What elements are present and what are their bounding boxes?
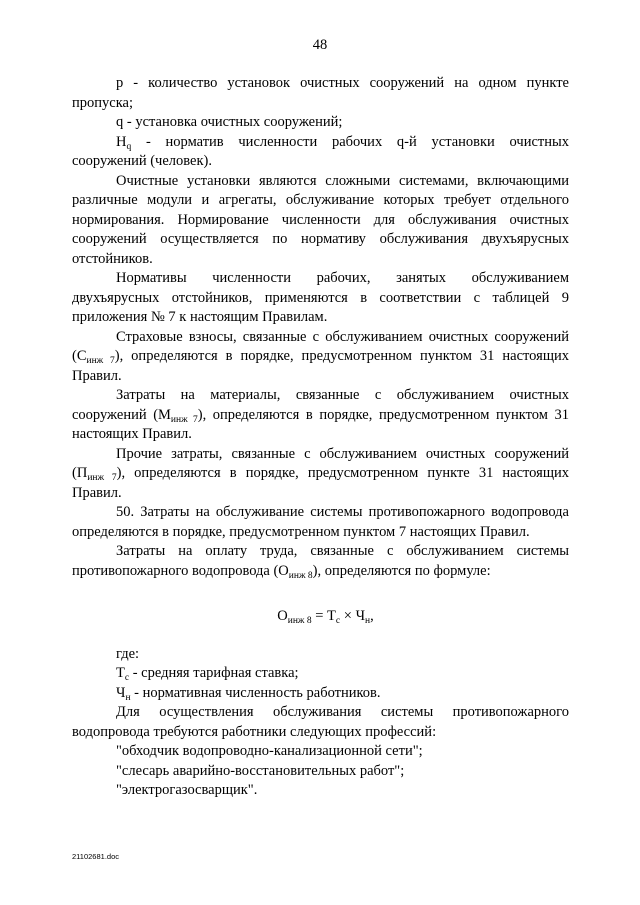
profession-item: "слесарь аварийно-восстановительных работ"; xyxy=(116,762,405,779)
paragraph-other-costs: Прочие затраты, связанные с обслуживанием очистных сооружений $(П_{инж 7})$, определяются в порядке, предусмотренном пункте 31 настоящих Правил. xyxy=(72,445,570,501)
page-number: 48 xyxy=(312,37,328,53)
where-tc: $Т_с$ - средняя тарифная ставка; xyxy=(116,665,299,683)
paragraph-professions-intro: Для осуществления обслуживания системы противопожарного водопровода требуются работники следующих профессий: xyxy=(72,704,569,740)
formula: $О_{инж 8} = Т_с \times Ч_н$, xyxy=(277,608,374,626)
profession-item: "обходчик водопроводно-канализационной сети"; xyxy=(116,743,423,759)
paragraph-staff-norms: Нормативы численности рабочих, занятых обслуживанием двухъярусных отстойников, применяются в соответствии с таблицей 9 приложения № 7 к настоящим Правилам. xyxy=(72,270,569,325)
paragraph-insurance: Страховые взносы, связанные с обслуживанием очистных сооружений $(С_{инж 7})$, определяются в порядке, предусмотренном пунктом 31 настоящих Правил. xyxy=(72,328,569,384)
paragraph-item-50: 50. Затраты на обслуживание системы противопожарного водопровода определяются в порядке, предусмотренном пунктом 7 настоящих Правил. xyxy=(72,504,569,540)
profession-item: "электрогазосварщик". xyxy=(116,782,258,798)
where-label: где: xyxy=(116,645,140,662)
paragraph-treatment-systems: Очистные установки являются сложными системами, включающими различные модули и агрегаты, обслуживание которых требует отдельного нормирования. Нормирование численности для обслуживания очистных сооружений осуществляется по нормативу обслуживания двухъярусных отстойников. xyxy=(72,172,569,267)
paragraph-p-definition: p - количество установок очистных сооружений на одном пункте пропуска; xyxy=(72,75,569,111)
paragraph-materials: Затраты на материалы, связанные с обслуживанием очистных сооружений $(М_{инж 7})$, определяются в порядке, предусмотренном пунктом 31 настоящих Правил. xyxy=(72,387,569,442)
paragraph-labor-costs: Затраты на оплату труда, связанные с обслуживанием системы противопожарного водопровода $(О_{инж 8})$, определяются по формуле: xyxy=(72,543,569,581)
paragraph-hq-definition: $Н_q$ - норматив численности рабочих q-й установки очистных сооружений (человек). xyxy=(72,133,569,169)
document-body xyxy=(72,74,569,801)
paragraph-q-definition: q - установка очистных сооружений; xyxy=(116,114,343,130)
where-chn: $Ч_н$ - нормативная численность работников. xyxy=(116,684,381,703)
footer-filename: 21102681.doc xyxy=(72,852,119,861)
